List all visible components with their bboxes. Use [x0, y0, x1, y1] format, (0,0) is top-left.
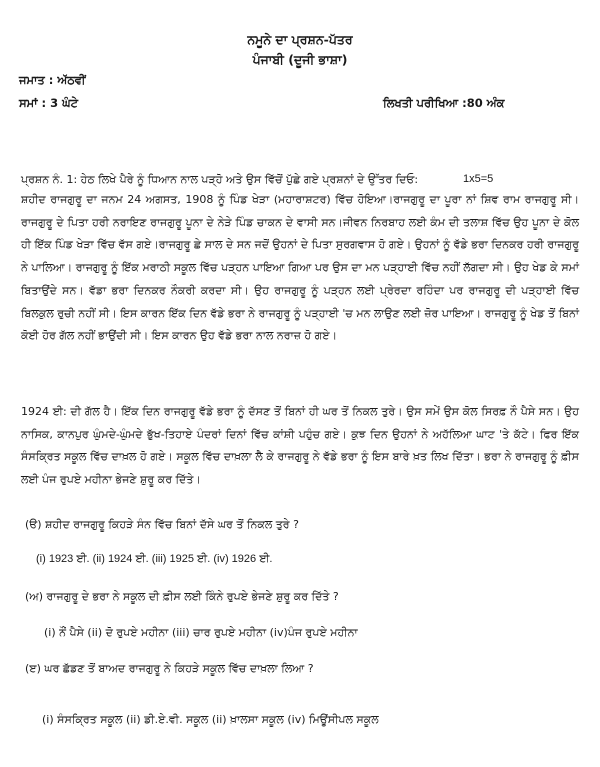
paper-subtitle: ਪੰਜਾਬੀ (ਦੂਜੀ ਭਾਸ਼ਾ) [252, 52, 348, 67]
subquestion-c: (ੲ) ਘਰ ਛੱਡਣ ਤੋਂ ਬਾਅਦ ਰਾਜਗੁਰੂ ਨੇ ਕਿਹੜੇ ਸਕੂਲ ਵਿੱਚ ਦਾਖ਼ਲਾ ਲਿਆ ? [25, 662, 314, 675]
class-label: ਜਮਾਤ : ਅੱਠਵੀਂ [19, 73, 86, 87]
paper-title: ਨਮੂਨੇ ਦਾ ਪ੍ਰਸ਼ਨ-ਪੱਤਰ [247, 32, 353, 47]
question-heading: ਪ੍ਰਸ਼ਨ ਨੰ. 1: ਹੇਠ ਲਿਖੇ ਪੈਰੇ ਨੂੰ ਧਿਆਨ ਨਾਲ ਪੜ੍ਹੋ ਅਤੇ ਉਸ ਵਿੱਚੋਂ ਪੁੱਛੇ ਗਏ ਪ੍ਰਸ਼ਨਾਂ ਦੇ ਉੱਤਰ ਦਿਓ: [21, 173, 419, 186]
subquestion-b: (ਅ) ਰਾਜਗੁਰੂ ਦੇ ਭਰਾ ਨੇ ਸਕੂਲ ਦੀ ਫ਼ੀਸ ਲਈ ਕਿੰਨੇ ਰੁਪਏ ਭੇਜਣੇ ਸ਼ੁਰੂ ਕਰ ਦਿੱਤੇ ? [25, 590, 339, 603]
question-marks: 1x5=5 [463, 173, 494, 185]
passage-paragraph-2: 1924 ਈ: ਦੀ ਗੱਲ ਹੈ। ਇੱਕ ਦਿਨ ਰਾਜਗੁਰੂ ਵੱਡੇ ਭਰਾ ਨੂੰ ਦੱਸਣ ਤੋਂ ਬਿਨਾਂ ਹੀ ਘਰ ਤੋਂ ਨਿਕਲ ਤੁਰੇ। ਉਸ ਸਮੇਂ ਉਸ ਕੋਲ ਸਿਰਫ਼ ਨੌ ਪੈਸੇ ਸਨ। ਉਹ ਨਾਸਿਕ, ਕਾਨਪੁਰ ਘੁੰਮਦੇ-ਘੁੰਮਦੇ ਭੁੱਖ-ਤਿਹਾਏ ਪੰਦਰਾਂ ਦਿਨਾਂ ਵਿੱਚ ਕਾਂਸ਼ੀ ਪਹੁੰਚ ਗਏ। ਕੁਝ ਦਿਨ ਉਹਨਾਂ ਨੇ ਅਹੱਲਿਆ ਘਾਟ 'ਤੇ ਕੱਟੇ। ਫਿਰ ਇੱਕ ਸੰਸਕ੍ਰਿਤ ਸਕੂਲ ਵਿੱਚ ਦਾਖ਼ਲ ਹੋ ਗਏ। ਸਕੂਲ ਵਿੱਚ ਦਾਖ਼ਲਾ ਲੈ ਕੇ ਰਾਜਗੁਰੂ ਨੇ ਵੱਡੇ ਭਰਾ ਨੂੰ ਇਸ ਬਾਰੇ ਖ਼ਤ ਲਿਖ ਦਿੱਤਾ। ਭਰਾ ਨੇ ਰਾਜਗੁਰੂ ਨੂੰ ਫ਼ੀਸ ਲਈ ਪੰਜ ਰੁਪਏ ਮਹੀਨਾ ਭੇਜਣੇ ਸ਼ੁਰੂ ਕਰ ਦਿੱਤੇ। [21, 405, 579, 487]
subquestion-a: (ੳ) ਸ਼ਹੀਦ ਰਾਜਗੁਰੂ ਕਿਹੜੇ ਸੰਨ ਵਿੱਚ ਬਿਨਾਂ ਦੱਸੇ ਘਰ ਤੋਂ ਨਿਕਲ ਤੁਰੇ ? [25, 518, 299, 531]
subquestion-b-options: (i) ਨੌਂ ਪੈਸੇ (ii) ਦੋ ਰੁਪਏ ਮਹੀਨਾ (iii) ਚਾਰ ਰੁਪਏ ਮਹੀਨਾ (iv)ਪੰਜ ਰੁਪਏ ਮਹੀਨਾ [44, 626, 358, 639]
question-heading-row [21, 173, 581, 187]
subquestion-a-options: (i) 1923 ਈ. (ii) 1924 ਈ. (iii) 1925 ਈ. (iv) 1926 ਈ. [36, 553, 273, 565]
passage-paragraph-1: ਸ਼ਹੀਦ ਰਾਜਗੁਰੂ ਦਾ ਜਨਮ 24 ਅਗਸਤ, 1908 ਨੂੰ ਪਿੰਡ ਖੇੜਾ (ਮਹਾਰਾਸ਼ਟਰ) ਵਿੱਚ ਹੋਇਆ।ਰਾਜਗੁਰੂ ਦਾ ਪੂਰਾ ਨਾਂ ਸ਼ਿਵ ਰਾਮ ਰਾਜਗੁਰੂ ਸੀ। ਰਾਜਗੁਰੂ ਦੇ ਪਿਤਾ ਹਰੀ ਨਰਾਇਣ ਰਾਜਗੁਰੂ ਪੂਨਾ ਦੇ ਨੇੜੇ ਪਿੰਡ ਚਾਕਨ ਦੇ ਵਾਸੀ ਸਨ।ਜੀਵਨ ਨਿਰਬਾਹ ਲਈ ਕੰਮ ਦੀ ਤਲਾਸ਼ ਵਿੱਚ ਉਹ ਪੂਨਾ ਦੇ ਕੋਲ ਹੀ ਇੱਕ ਪਿੰਡ ਖੇੜਾ ਵਿੱਚ ਵੱਸ ਗਏ।ਰਾਜਗੁਰੂ ਛੇ ਸਾਲ ਦੇ ਸਨ ਜਦੋਂ ਉਹਨਾਂ ਦੇ ਪਿਤਾ ਸੁਰਗਵਾਸ ਹੋ ਗਏ। ਉਹਨਾਂ ਨੂੰ ਵੱਡੇ ਭਰਾ ਦਿਨਕਰ ਹਰੀ ਰਾਜਗੁਰੂ ਨੇ ਪਾਲਿਆ। ਰਾਜਗੁਰੂ ਨੂੰ ਇੱਕ ਮਰਾਠੀ ਸਕੂਲ ਵਿੱਚ ਪੜ੍ਹਨ ਪਾਇਆ ਗਿਆ ਪਰ ਉਸ ਦਾ ਮਨ ਪੜ੍ਹਾਈ ਵਿੱਚ ਨਹੀਂ ਲੱਗਦਾ ਸੀ। ਉਹ ਖੇਡ ਕੇ ਸਮਾਂ ਬਿਤਾਉਂਦੇ ਸਨ। ਵੱਡਾ ਭਰਾ ਦਿਨਕਰ ਨੌਕਰੀ ਕਰਦਾ ਸੀ। ਉਹ ਰਾਜਗੁਰੂ ਨੂੰ ਪੜ੍ਹਨ ਲਈ ਪ੍ਰੇਰਦਾ ਰਹਿੰਦਾ ਪਰ ਰਾਜਗੁਰੂ ਦੀ ਪੜ੍ਹਾਈ ਵਿੱਚ ਬਿਲਕੁਲ ਰੁਚੀ ਨਹੀਂ ਸੀ। ਇਸ ਕਾਰਨ ਇੱਕ ਦਿਨ ਵੱਡੇ ਭਰਾ ਨੇ ਰਾਜਗੁਰੂ ਨੂੰ ਪੜ੍ਹਾਈ 'ਚ ਮਨ ਲਾਉਣ ਲਈ ਜ਼ੋਰ ਪਾਇਆ। ਰਾਜਗੁਰੂ ਨੂੰ ਖੇਡ ਤੋਂ ਬਿਨਾਂ ਕੋਈ ਹੋਰ ਗੱਲ ਨਹੀਂ ਭਾਉਂਦੀ ਸੀ। ਇਸ ਕਾਰਨ ਉਹ ਵੱਡੇ ਭਰਾ ਨਾਲ ਨਰਾਜ਼ ਹੋ ਗਏ। [21, 193, 579, 343]
time-label: ਸਮਾਂ : 3 ਘੰਟੇ [19, 96, 79, 110]
subquestion-c-options: (i) ਸੰਸਕ੍ਰਿਤ ਸਕੂਲ (ii) ਡੀ.ਏ.ਵੀ. ਸਕੂਲ (ii) ਖ਼ਾਲਸਾ ਸਕੂਲ (iv) ਮਿਊਂਸੀਪਲ ਸਕੂਲ [42, 713, 379, 726]
total-marks-label: ਲਿਖਤੀ ਪਰੀਖਿਆ :80 ਅੰਕ [383, 96, 505, 110]
